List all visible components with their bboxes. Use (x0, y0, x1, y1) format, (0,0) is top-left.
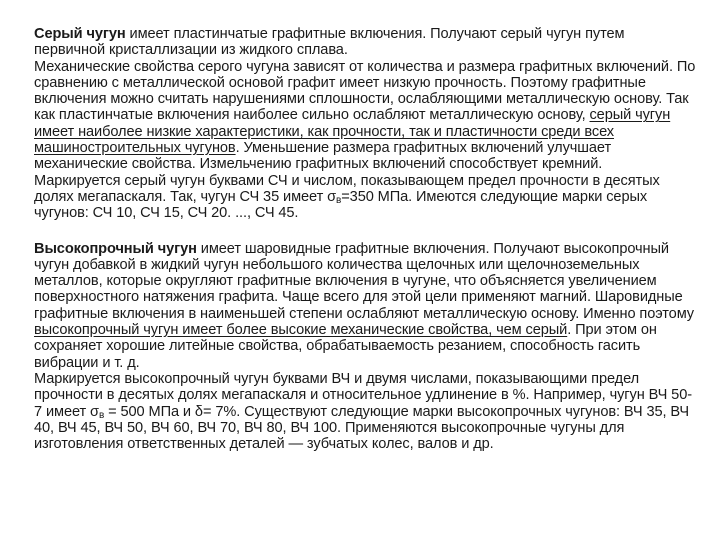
paragraph-gap (34, 222, 698, 241)
ductile-intro-text-end: . При этом он сохраняет хорошие литейные свойства, обрабатываемость резанием, способность гасить вибрации и т. д. (34, 322, 657, 371)
ductile-marking-text: Маркируется высокопрочный чугун буквами ВЧ и двумя числами, показывающими предел прочности в десятых долях мегапаскаля и относительное удлинение в %. Например, чугун ВЧ 50-7 имеет σ (34, 370, 692, 420)
ductile-underlined-statement: высокопрочный чугун имеет более высокие механические свойства, чем серый (34, 322, 568, 339)
text-body (34, 26, 698, 452)
ductile-marking-paragraph (34, 371, 698, 452)
gray-intro-text: имеет пластинчатые графитные включения. Получают серый чугун путем первичной кристаллизации из жидкого сплава. (34, 26, 625, 59)
gray-properties-text: Механические свойства серого чугуна зависят от количества и размера графитных включений. По сравнению с металлической основой графит имеет низкую прочность. Поэтому графитные включения можно считать нарушениями сплошности, ослабляющими металлическую основу. Так как пластинчатые включения наиболее сильно ослабляют металлическую основу, (34, 58, 696, 124)
ductile-marking-text-end: = 500 МПа и δ= 7%. Существуют следующие марки высокопрочных чугунов: ВЧ 35, ВЧ 40, ВЧ 45, ВЧ 50, ВЧ 60, ВЧ 70, ВЧ 80, ВЧ 100. Применяются высокопрочные чугуны для изготовления ответственных деталей — зубчатых колес, валов и др. (34, 403, 690, 453)
gray-marking-paragraph (34, 173, 698, 222)
gray-underlined-statement: серый чугун имеет наиболее низкие характеристики, как прочности, так и пластичности среди всех машиностроительных чугунов (34, 107, 671, 157)
gray-sigma-subscript: в (336, 194, 342, 206)
ductile-intro-paragraph (34, 241, 698, 371)
ductile-iron-title: Высокопрочный чугун (34, 240, 197, 257)
gray-iron-title: Серый чугун (34, 26, 126, 42)
gray-properties-paragraph (34, 59, 698, 173)
ductile-intro-text: имеет шаровидные графитные включения. Получают высокопрочный чугун добавкой в жидкий чугун небольшого количества щелочных или щелочноземельных металлов, которые округляют графитные включения в чугуне, что объясняется увеличением поверхностного натяжения графита. Чаще всего для этой цели применяют магний. Шаровидные графитные включения в наименьшей степени ослабляют металлическую основу. Именно поэтому (34, 240, 694, 322)
ductile-sigma-subscript: в (98, 409, 105, 421)
gray-marking-text-end: =350 МПа. Имеются следующие марки серых чугунов: СЧ 10, СЧ 15, СЧ 20. ..., СЧ 45. (34, 188, 648, 222)
gray-properties-text-end: . Уменьшение размера графитных включений улучшает механические свойства. Измельчению графитных включений способствует кремний. (34, 140, 612, 173)
gray-intro-paragraph (34, 26, 698, 59)
gray-marking-text: Маркируется серый чугун буквами СЧ и числом, показывающем предел прочности в десятых долях мегапаскаля. Так, чугун СЧ 35 имеет σ (34, 172, 660, 205)
